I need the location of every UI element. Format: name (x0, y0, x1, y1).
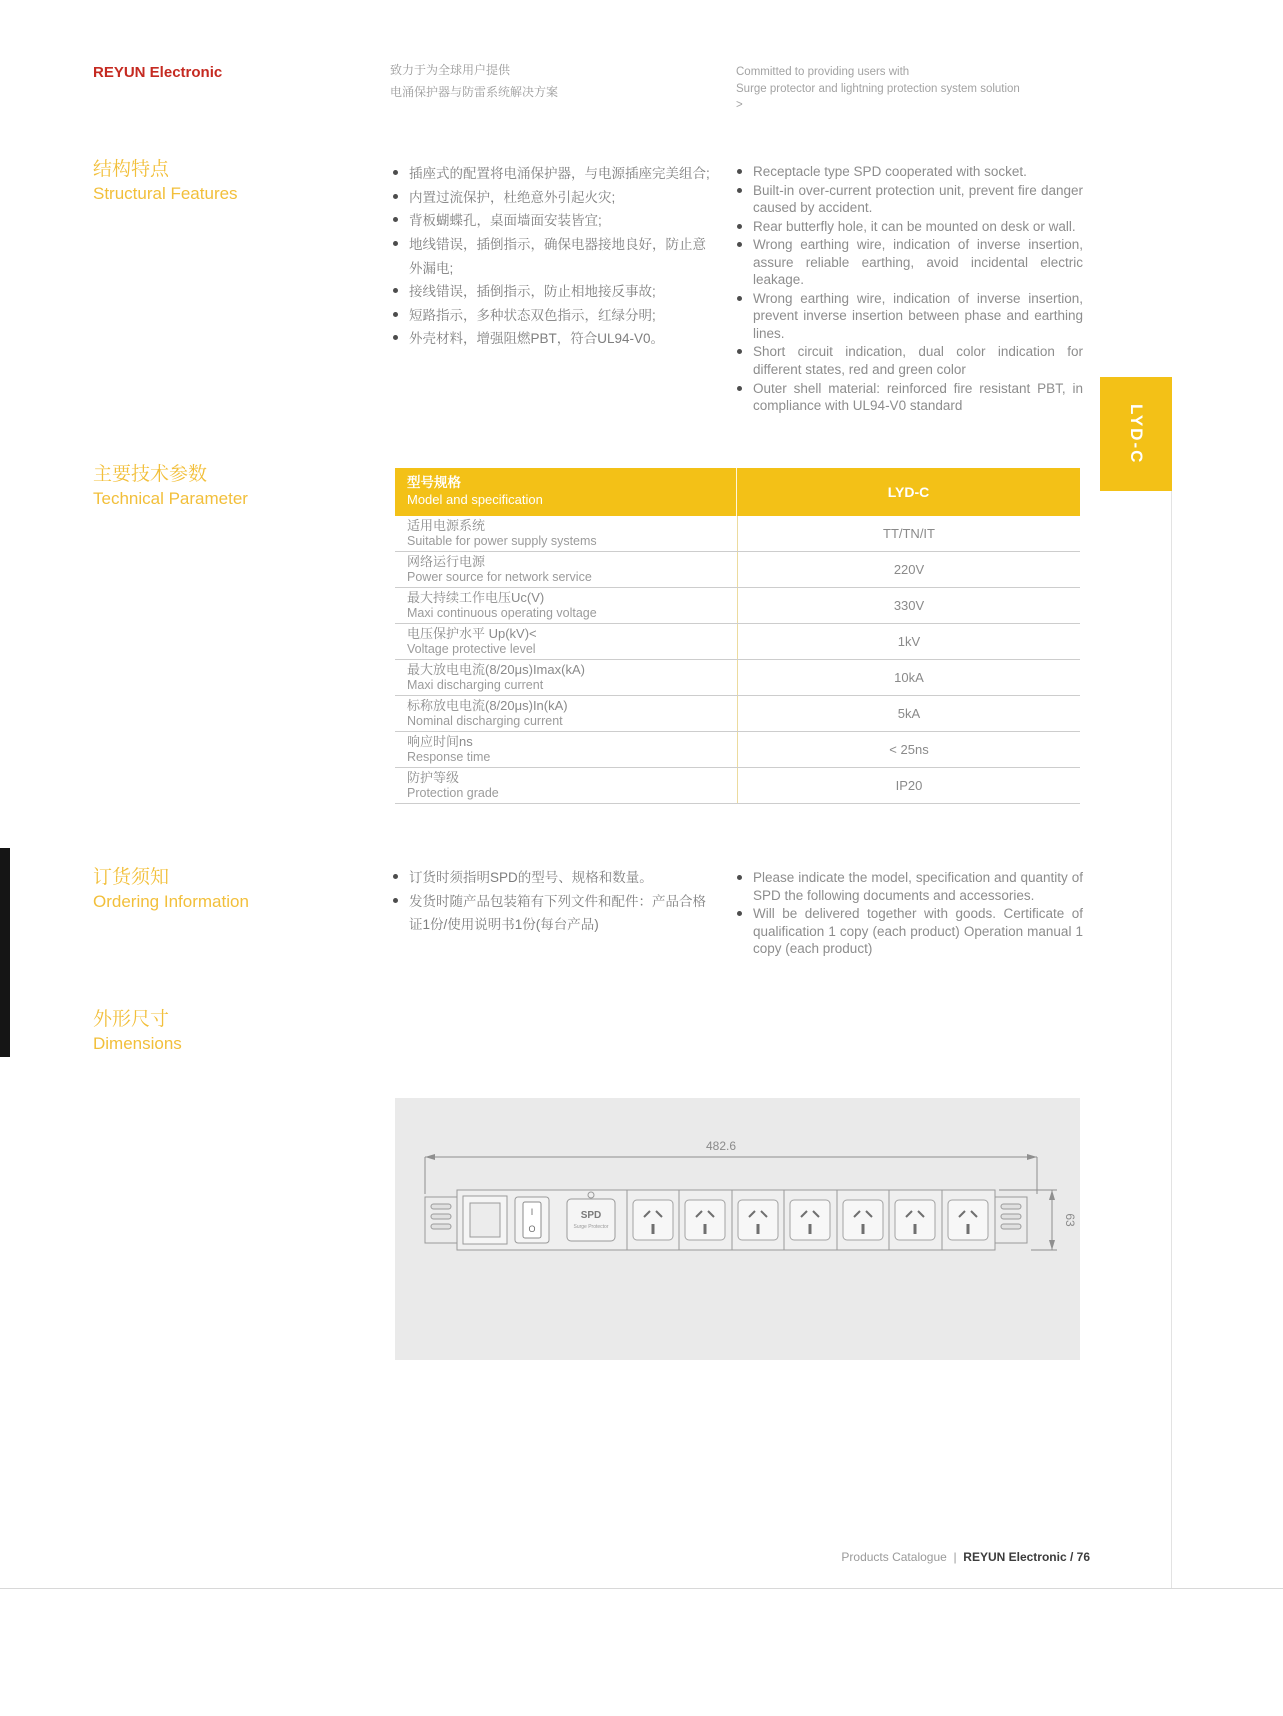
bullet-dot-icon (737, 386, 742, 391)
pdu-dimension-drawing (395, 1098, 1080, 1360)
ordering-bullets-en (737, 869, 1083, 959)
table-row (395, 516, 1080, 552)
socket-outlet (790, 1200, 830, 1240)
spd-sub-label: Surge Protector (573, 1224, 609, 1230)
list-item (393, 890, 718, 937)
table-row (395, 624, 1080, 660)
list-item (393, 162, 718, 186)
row-label-zh: 标称放电电流(8/20μs)In(kA) (407, 697, 568, 713)
list-item (737, 869, 1083, 904)
bullet-text: 内置过流保护，杜绝意外引起火灾; (409, 189, 616, 205)
row-label (395, 624, 737, 659)
socket-outlet (843, 1200, 883, 1240)
list-item (393, 280, 718, 304)
right-mounting-ear (995, 1197, 1027, 1243)
row-label-en: Power source for network service (407, 569, 592, 584)
bullet-dot-icon (737, 349, 742, 354)
footer-page-number: / 76 (1069, 1550, 1090, 1564)
bullet-text: Receptacle type SPD cooperated with socket. (753, 164, 1027, 179)
section-dimensions-heading (93, 1008, 182, 1056)
width-dimension (425, 1157, 1037, 1194)
row-label-zh: 响应时间ns (407, 733, 473, 749)
table-header-model-spec (395, 468, 737, 516)
table-header-en: Model and specification (407, 492, 543, 508)
row-label-zh: 防护等级 (407, 769, 460, 785)
row-value: IP20 (737, 768, 1080, 803)
footer-catalogue-label: Products Catalogue (841, 1550, 947, 1564)
row-label-zh: 最大放电电流(8/20μs)Imax(kA) (407, 661, 585, 677)
spd-module (567, 1192, 615, 1241)
socket-faces (633, 1200, 988, 1240)
dim-arrow-down-icon (1049, 1240, 1055, 1250)
row-value: 220V (737, 552, 1080, 587)
bullet-dot-icon (393, 898, 398, 903)
bullet-dot-icon (393, 241, 398, 246)
table-row (395, 660, 1080, 696)
table-row (395, 696, 1080, 732)
bullet-dot-icon (737, 875, 742, 880)
row-label (395, 516, 737, 551)
row-label (395, 732, 737, 767)
row-label (395, 588, 737, 623)
dim-arrow-up-icon (1049, 1190, 1055, 1200)
table-row (395, 768, 1080, 804)
footer (640, 1550, 1090, 1564)
row-label-zh: 电压保护水平 Up(kV)< (407, 625, 537, 641)
spd-label: SPD (580, 1210, 602, 1221)
bullet-dot-icon (737, 911, 742, 916)
bullet-dot-icon (737, 242, 742, 247)
bullet-dot-icon (737, 224, 742, 229)
tagline-zh-line2: 电涌保护器与防雷系统解决方案 (390, 84, 559, 99)
bullet-text: 外壳材料，增强阻燃PBT，符合UL94-V0。 (409, 331, 665, 347)
section-technical-title-zh: 主要技术参数 (93, 464, 208, 485)
row-label-en: Suitable for power supply systems (407, 533, 597, 548)
list-item (737, 182, 1083, 217)
dim-arrow-left-icon (425, 1154, 435, 1160)
height-dimension-label: 63 (1063, 1213, 1077, 1227)
section-structural-heading (93, 158, 238, 206)
model-side-tab-label: LYD-C (1127, 403, 1146, 465)
socket-outlet (948, 1200, 988, 1240)
row-label-en: Response time (407, 749, 491, 764)
row-label-zh: 网络运行电源 (407, 553, 486, 569)
structural-bullets-en (737, 163, 1083, 416)
section-technical-title-en: Technical Parameter (93, 488, 248, 508)
dim-arrow-right-icon (1027, 1154, 1037, 1160)
list-item (393, 209, 718, 233)
bullet-text: 订货时须指明SPD的型号、规格和数量。 (409, 870, 653, 885)
section-structural-title-en: Structural Features (93, 183, 238, 203)
width-dimension-label: 482.6 (705, 1139, 737, 1153)
left-mounting-ear (425, 1197, 457, 1243)
bullet-text: Wrong earthing wire, indication of inverse insertion, assure reliable earthing, avoid incidental electric leakage. (753, 237, 1083, 288)
tagline-english (736, 64, 1020, 114)
section-ordering-title-zh: 订货须知 (93, 867, 170, 888)
bullet-text: Outer shell material: reinforced fire resistant PBT, in compliance with UL94-V0 standard (753, 380, 1083, 414)
section-structural-title-zh: 结构特点 (93, 159, 170, 180)
row-label-zh: 适用电源系统 (407, 517, 486, 533)
ordering-bullets-zh (393, 866, 718, 937)
section-ordering-title-en: Ordering Information (93, 891, 249, 911)
switch-off-label: O (528, 1224, 536, 1234)
bullet-text: 发货时随产品包装箱有下列文件和配件：产品合格证1份/使用说明书1份(每台产品) (409, 893, 706, 933)
list-item (737, 163, 1083, 181)
bullet-text: Rear butterfly hole, it can be mounted on desk or wall. (753, 218, 1076, 234)
row-label-en: Nominal discharging current (407, 713, 563, 728)
table-header-model-name: LYD-C (887, 484, 930, 500)
list-item (393, 186, 718, 210)
structural-bullets-zh (393, 162, 718, 351)
bullet-dot-icon (393, 288, 398, 293)
tagline-zh-line1: 致力于为全球用户提供 (390, 63, 511, 77)
section-ordering-heading (93, 866, 249, 914)
tagline-chinese (390, 60, 558, 103)
socket-outlet (738, 1200, 778, 1240)
row-label-en: Maxi continuous operating voltage (407, 605, 597, 620)
table-row (395, 732, 1080, 768)
footer-rule (0, 1588, 1283, 1589)
bullet-text: 插座式的配置将电涌保护器，与电源插座完美组合; (409, 166, 710, 181)
row-value: 5kA (737, 696, 1080, 731)
row-label-en: Voltage protective level (407, 641, 536, 656)
socket-outlet (633, 1200, 673, 1240)
row-label-zh: 最大持续工作电压Uc(V) (407, 589, 545, 605)
bullet-dot-icon (737, 188, 742, 193)
bullet-dot-icon (393, 312, 398, 317)
section-technical-heading (93, 463, 248, 511)
list-item (737, 343, 1083, 378)
row-label (395, 696, 737, 731)
socket-outlet (685, 1200, 725, 1240)
list-item (393, 866, 718, 890)
left-edge-index-bar (0, 848, 10, 1057)
bullet-text: Built-in over-current protection unit, prevent fire danger caused by accident. (753, 182, 1083, 216)
socket-outlet (895, 1200, 935, 1240)
bullet-text: Will be delivered together with goods. Certificate of qualification 1 copy (each product) Operation manual 1 copy (each product) (753, 906, 1083, 957)
table-header-row (395, 468, 1080, 516)
row-value: < 25ns (737, 732, 1080, 767)
section-dimensions-title-zh: 外形尺寸 (93, 1009, 170, 1030)
bullet-text: 背板蝴蝶孔，桌面墙面安装皆宜; (409, 213, 602, 229)
bullet-dot-icon (393, 874, 398, 879)
switch-on-label: I (530, 1207, 534, 1217)
row-value: 330V (737, 588, 1080, 623)
power-switch (515, 1197, 549, 1243)
row-label (395, 660, 737, 695)
bullet-text: Please indicate the model, specification and quantity of SPD the following documents and accessories. (753, 870, 1083, 903)
model-side-tab (1100, 377, 1172, 491)
bullet-text: 地线错误，插倒指示，确保电器接地良好，防止意外漏电; (409, 236, 706, 276)
bullet-dot-icon (393, 335, 398, 340)
list-item (737, 218, 1083, 236)
section-dimensions-title-en: Dimensions (93, 1033, 182, 1053)
row-label (395, 768, 737, 803)
row-label (395, 552, 737, 587)
list-item (737, 380, 1083, 415)
table-header-zh: 型号规格 (407, 475, 461, 491)
row-value: 10kA (737, 660, 1080, 695)
tagline-en-line3: > (736, 99, 743, 112)
list-item (393, 233, 718, 280)
table-row (395, 552, 1080, 588)
table-row (395, 588, 1080, 624)
bullet-dot-icon (393, 217, 398, 222)
bullet-text: 接线错误，插倒指示，防止相地接反事故; (409, 284, 656, 300)
bullet-text: 短路指示，多种状态双色指示，红绿分明; (409, 307, 656, 323)
row-value: TT/TN/IT (737, 516, 1080, 551)
row-label-en: Maxi discharging current (407, 677, 544, 692)
dimensions-drawing-panel (395, 1098, 1080, 1360)
bullet-dot-icon (737, 169, 742, 174)
list-item (737, 905, 1083, 958)
list-item (737, 236, 1083, 289)
list-item (737, 290, 1083, 343)
bullet-dot-icon (393, 194, 398, 199)
list-item (393, 327, 718, 351)
bullet-text: Short circuit indication, dual color indication for different states, red and green color (753, 344, 1083, 378)
row-value: 1kV (737, 624, 1080, 659)
footer-brand: REYUN Electronic (963, 1550, 1067, 1564)
list-item (393, 304, 718, 328)
power-inlet-module (463, 1196, 507, 1244)
technical-parameter-table (395, 468, 1080, 804)
row-label-en: Protection grade (407, 785, 499, 800)
footer-separator: | (953, 1550, 957, 1564)
bullet-dot-icon (737, 296, 742, 301)
brand-logo-text: REYUN Electronic (93, 64, 223, 81)
bullet-dot-icon (393, 170, 398, 175)
tagline-en-line1: Committed to providing users with (736, 66, 910, 78)
bullet-text: Wrong earthing wire, indication of inverse insertion, prevent inverse insertion between phase and earthing lines. (753, 290, 1083, 341)
tagline-en-line2: Surge protector and lightning protection system solution (736, 82, 1020, 95)
right-edge-rule (1171, 491, 1172, 1589)
